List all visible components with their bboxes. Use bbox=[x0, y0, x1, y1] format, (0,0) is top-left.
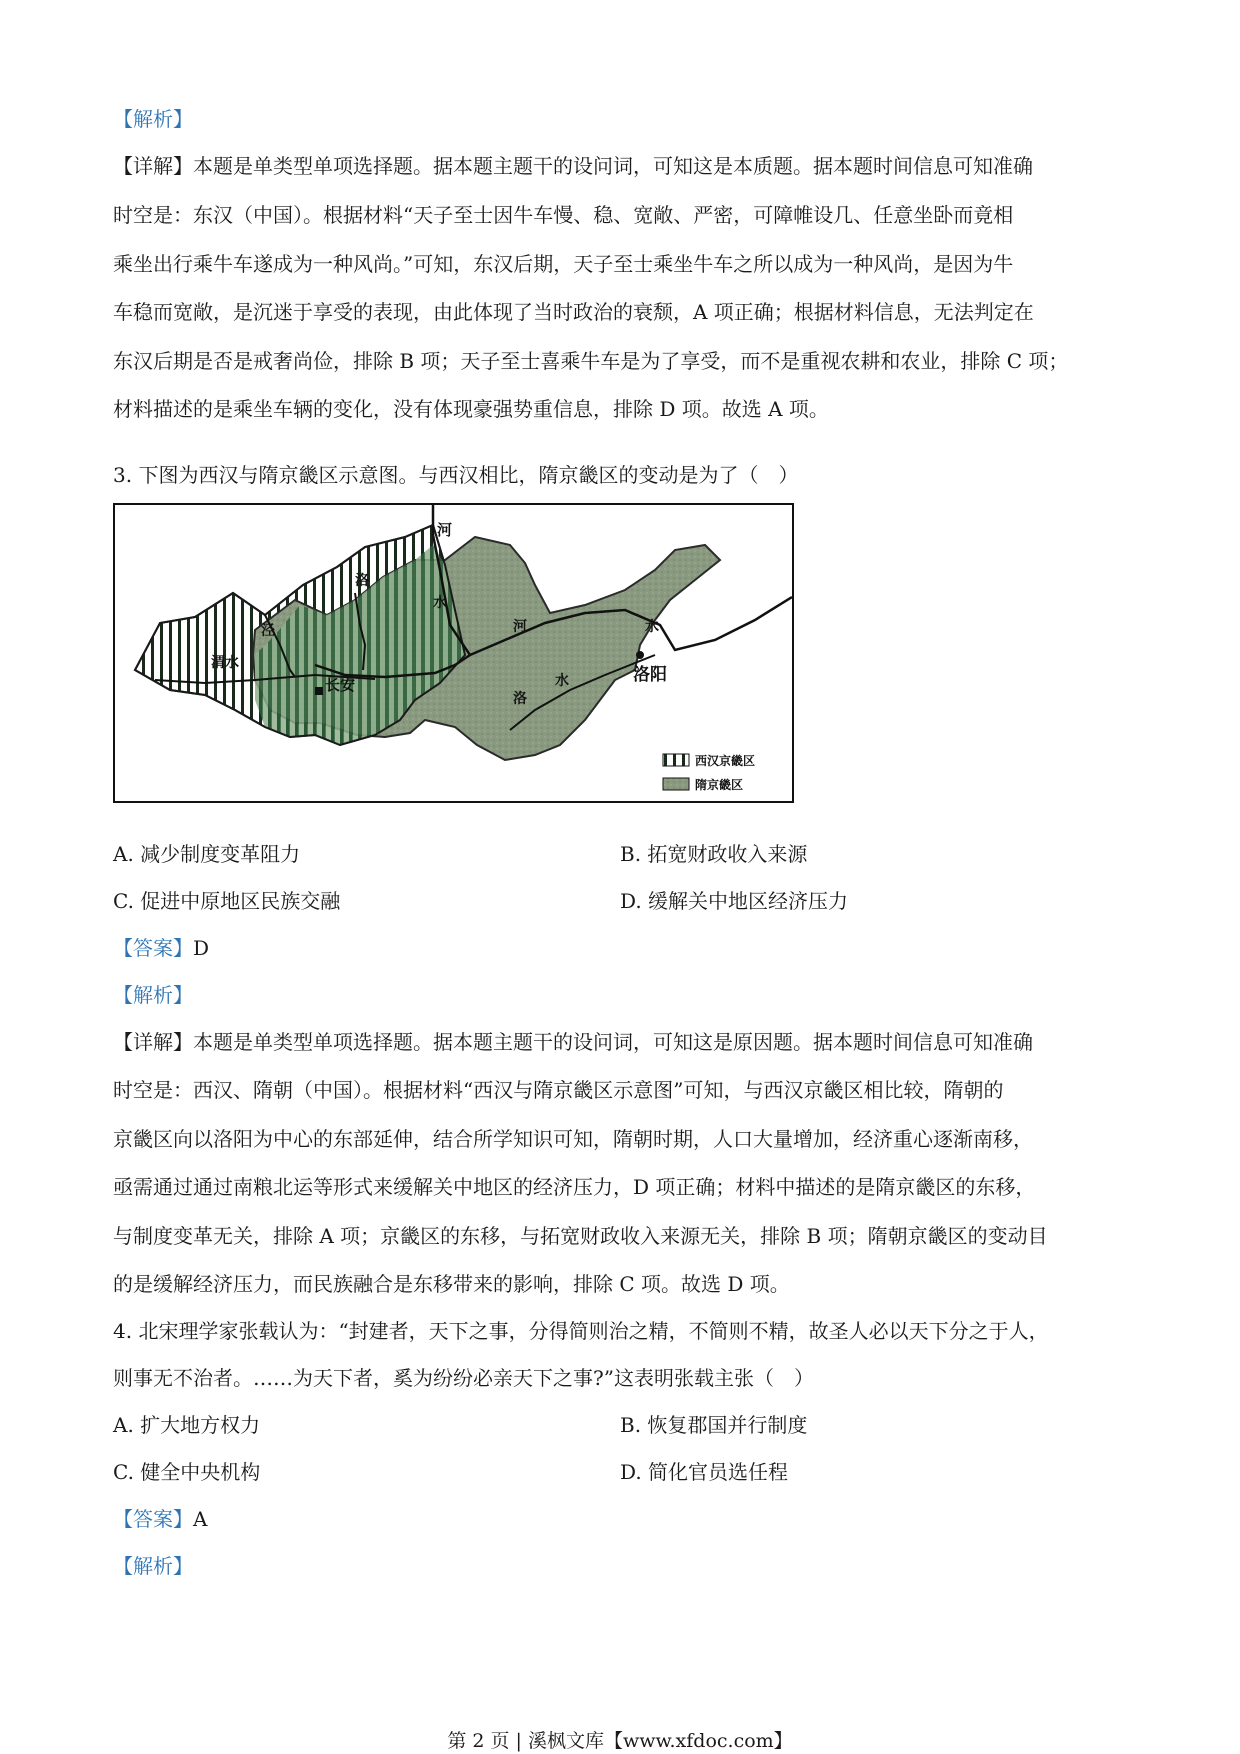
q3-option-c: C. 促进中原地区民族交融 bbox=[113, 889, 341, 913]
q3-detail-line: 时空是：西汉、隋朝（中国）。根据材料“西汉与隋京畿区示意图”可知，与西汉京畿区相比较，隋朝的 bbox=[113, 1078, 1004, 1102]
q4-answer-value: A bbox=[193, 1507, 208, 1531]
label-luo: 洛 bbox=[355, 573, 369, 589]
q3-answer-label: 【答案】 bbox=[113, 936, 193, 960]
label-wei-river: 渭水 bbox=[211, 655, 239, 671]
label-luo-shui-right: 水 bbox=[555, 673, 569, 689]
q3-stem: 3. 下图为西汉与隋京畿区示意图。与西汉相比，隋京畿区的变动是为了（ ） bbox=[113, 463, 799, 487]
q4-option-d: D. 简化官员选任程 bbox=[620, 1460, 789, 1484]
luoyang-marker bbox=[636, 651, 644, 659]
label-changan: 长安 bbox=[325, 676, 356, 694]
legend-sui-label: 隋京畿区 bbox=[695, 778, 744, 792]
label-river-he: 河 bbox=[513, 619, 527, 635]
q2-detail-line: 车稳而宽敞，是沉迷于享受的表现，由此体现了当时政治的衰颓，A 项正确；根据材料信息，无法判定在 bbox=[113, 300, 1034, 324]
q4-option-a: A. 扩大地方权力 bbox=[113, 1413, 261, 1437]
q4-stem-line: 则事无不治者。……为天下者，奚为纷纷必亲天下之事?”这表明张载主张（ ） bbox=[113, 1366, 814, 1390]
q3-analysis-label: 【解析】 bbox=[113, 983, 193, 1007]
q3-option-b: B. 拓宽财政收入来源 bbox=[620, 842, 808, 866]
label-luo-shui-left: 洛 bbox=[513, 691, 527, 707]
page-footer: 第 2 页 | 溪枫文库【www.xfdoc.com】 bbox=[447, 1730, 793, 1752]
q3-detail-line: 亟需通过通过南粮北运等形式来缓解关中地区的经济压力，D 项正确；材料中描述的是隋京畿区的东移， bbox=[113, 1175, 1036, 1199]
q3-map-figure bbox=[113, 503, 794, 803]
label-jing: 泾 bbox=[261, 623, 275, 639]
q4-analysis-label: 【解析】 bbox=[113, 1554, 193, 1578]
q2-detail-line: 材料描述的是乘坐车辆的变化，没有体现豪强势重信息，排除 D 项。故选 A 项。 bbox=[113, 397, 829, 421]
q4-answer-label: 【答案】 bbox=[113, 1507, 193, 1531]
q2-detail-line: 乘坐出行乘牛车遂成为一种风尚。”可知，东汉后期，天子至士乘坐牛车之所以成为一种风尚，是因为牛 bbox=[113, 252, 1014, 276]
capital-region-map bbox=[115, 505, 792, 801]
q2-detail-line: 时空是：东汉（中国）。根据材料“天子至士因牛车慢、稳、宽敞、严密，可障帷设几、任意坐卧而竟相 bbox=[113, 203, 1014, 227]
q2-detail-line: 【详解】本题是单类型单项选择题。据本题主题干的设问词，可知这是本质题。据本题时间信息可知准确 bbox=[113, 154, 1033, 178]
q4-option-c: C. 健全中央机构 bbox=[113, 1460, 261, 1484]
label-he-top: 河 bbox=[437, 521, 453, 539]
q3-detail-line: 京畿区向以洛阳为中心的东部延伸，结合所学知识可知，隋朝时期，人口大量增加，经济重心逐渐南移， bbox=[113, 1127, 1033, 1151]
label-luoyang: 洛阳 bbox=[633, 665, 667, 685]
q4-option-b: B. 恢复郡国并行制度 bbox=[620, 1413, 808, 1437]
q3-option-d: D. 缓解关中地区经济压力 bbox=[620, 889, 849, 913]
q3-detail-line: 与制度变革无关，排除 A 项；京畿区的东移，与拓宽财政收入来源无关，排除 B 项；隋朝京畿区的变动目 bbox=[113, 1224, 1048, 1248]
q3-detail-line: 【详解】本题是单类型单项选择题。据本题主题干的设问词，可知这是原因题。据本题时间信息可知准确 bbox=[113, 1030, 1033, 1054]
q3-detail-line: 的是缓解经济压力，而民族融合是东移带来的影响，排除 C 项。故选 D 项。 bbox=[113, 1272, 790, 1296]
q4-answer bbox=[113, 1505, 207, 1533]
q3-option-a: A. 减少制度变革阻力 bbox=[113, 842, 301, 866]
q3-answer bbox=[113, 934, 209, 962]
q4-stem-line: 4. 北宋理学家张载认为：“封建者，天下之事，分得简则治之精，不简则不精，故圣人必以天下分之于人， bbox=[113, 1319, 1049, 1343]
legend-xihan-label: 西汉京畿区 bbox=[695, 754, 756, 768]
q2-analysis-label: 【解析】 bbox=[113, 107, 193, 131]
label-river-shui: 水 bbox=[645, 619, 659, 635]
q2-detail-line: 东汉后期是否是戒奢尚俭，排除 B 项；天子至士喜乘牛车是为了享受，而不是重视农耕和农业，排除 C 项； bbox=[113, 349, 1069, 373]
q3-answer-value: D bbox=[193, 936, 210, 960]
map-legend bbox=[663, 753, 755, 792]
label-shui-small: 水 bbox=[433, 595, 447, 611]
changan-marker bbox=[315, 687, 323, 695]
